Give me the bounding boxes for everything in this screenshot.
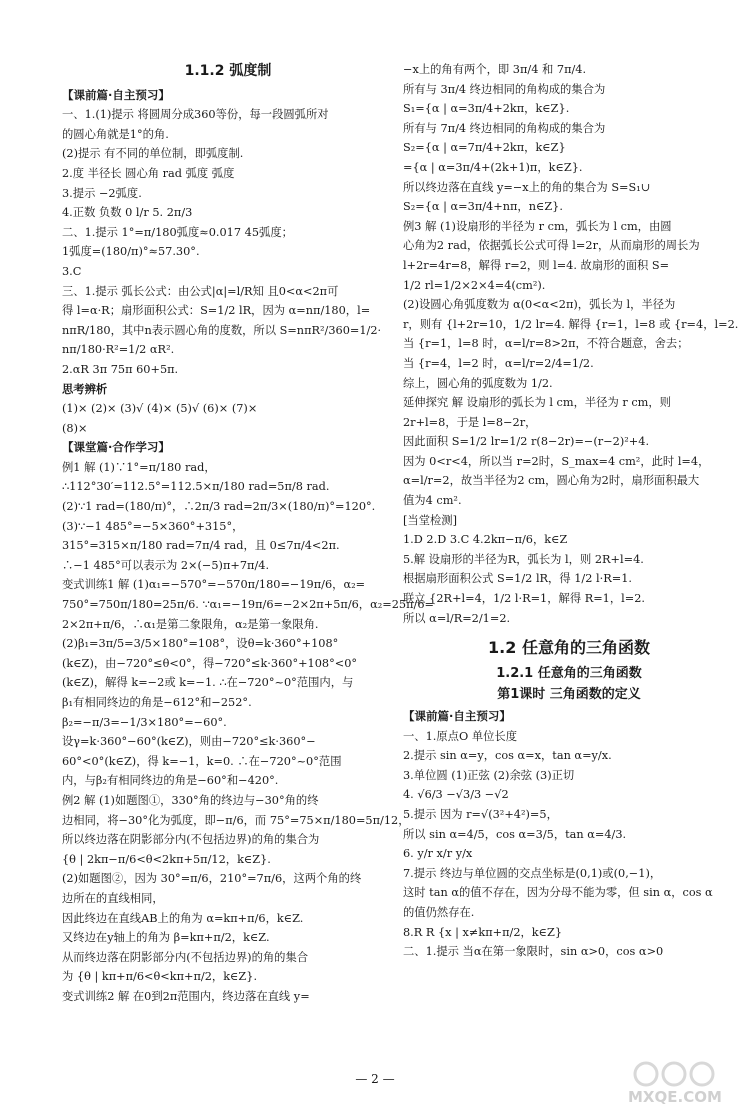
left-line: 例1 解 (1)∵1°=π/180 rad， <box>62 460 216 474</box>
left-line: 2×2π+π/6，∴α₁是第二象限角，α₂是第一象限角. <box>62 617 319 631</box>
right-b-line: 7.提示 终边与单位圆的交点坐标是(0,1)或(0,−1)， <box>403 866 662 880</box>
left-line: 三、1.提示 弧长公式：由公式|α|=l/R知 且0<α<2π可 <box>62 284 339 298</box>
right-a-line: 1/2 rl=1/2×2×4=4(cm²). <box>403 278 546 292</box>
right-a-line: 因此面积 S=1/2 lr=1/2 r(8−2r)=−(r−2)²+4. <box>403 435 650 449</box>
right-b-line: 二、1.提示 当α在第一象限时，sin α>0，cos α>0 <box>403 945 664 959</box>
right-a-line: S₂={α | α=7π/4+2kπ，k∈Z} <box>403 141 566 155</box>
left-line: {θ | 2kπ−π/6<θ<2kπ+5π/12，k∈Z}. <box>62 852 271 866</box>
section-title-trig: 1.2 任意角的三角函数 <box>488 638 650 658</box>
left-line: 例2 解 (1)如题图①，330°角的终边与−30°角的终 <box>62 793 319 807</box>
right-a-line: −x上的角有两个，即 3π/4 和 7π/4. <box>403 63 587 76</box>
left-line: 【课堂篇·合作学习】 <box>62 440 170 455</box>
right-lines-b <box>403 707 735 962</box>
left-line: 内，与β₂有相同终边的角是−60°和−420°. <box>62 774 279 788</box>
right-a-line: 例3 解 (1)设扇形的半径为 r cm，弧长为 l cm，由圆 <box>403 219 672 233</box>
right-a-line: 因为 0<r<4，所以当 r=2时，S_max=4 cm²，此时 l=4， <box>403 454 710 468</box>
left-line: 2.度 半径长 圆心角 rad 弧度 弧度 <box>62 166 235 180</box>
right-a-line: 5.解 设扇形的半径为R，弧长为 l，则 2R+l=4. <box>403 552 644 566</box>
svg-text:MXQE.COM: MXQE.COM <box>628 1088 722 1106</box>
right-a-line: 根据扇形面积公式 S=1/2 lR，得 1/2 l·R=1. <box>403 572 632 586</box>
right-a-line: S₁={α | α=3π/4+2kπ，k∈Z}. <box>403 102 570 116</box>
left-line: 二、1.提示 1°=π/180弧度≈0.017 45弧度； <box>62 225 293 239</box>
right-b-line: 【课前篇·自主预习】 <box>403 709 511 723</box>
right-a-line: α=l/r=2，故当半径为2 cm，圆心角为2时，扇形面积最大 <box>403 474 700 488</box>
left-line: 从而终边落在阴影部分内(不包括边界)的角的集合 <box>62 950 309 964</box>
left-line: 315°=315×π/180 rad=7π/4 rad，且 0≤7π/4<2π. <box>62 539 340 553</box>
left-line: 2.αR 3π 75π 60+5π. <box>62 362 179 376</box>
left-line: 变式训练2 解 在0到2π范围内，终边落在直线 y= <box>62 989 310 1003</box>
right-a-line: (2)设圆心角弧度数为 α(0<α<2π)，弧长为 l，半径为 <box>403 298 676 312</box>
right-b-line: 的值仍然存在. <box>403 905 475 919</box>
left-line: 4.正数 负数 0 l/r 5. 2π/3 <box>62 206 193 220</box>
right-b-line: 4. √6/3 −√3/3 −√2 <box>403 788 509 802</box>
right-a-line: 所以 α=l/R=2/1=2. <box>403 611 511 625</box>
left-line: 为 {θ | kπ+π/6<θ<kπ+π/2，k∈Z}. <box>62 970 258 984</box>
right-a-line: 心角为2 rad，依据弧长公式可得 l=2r，从而扇形的周长为 <box>403 239 700 253</box>
right-b-line: 一、1.原点O 单位长度 <box>403 729 518 743</box>
left-line: 3.提示 −2弧度. <box>62 186 142 200</box>
right-a-line: 2r+l=8，于是 l=8−2r， <box>403 415 537 429</box>
left-line: 又终边在y轴上的角为 β=kπ+π/2，k∈Z. <box>62 931 270 945</box>
right-lines-a <box>403 60 739 628</box>
left-line: β₁有相同终边的角是−612°和−252°. <box>62 696 252 709</box>
left-line: 1弧度=(180/π)°≈57.30°. <box>62 245 200 259</box>
subsection-title: 1.2.1 任意角的三角函数 <box>496 665 642 681</box>
right-a-line: 所有与 7π/4 终边相同的角构成的集合为 <box>403 121 606 135</box>
right-a-line: 1.D 2.D 3.C 4.2kπ−π/6，k∈Z <box>403 533 568 547</box>
right-a-line: 所有与 3π/4 终边相同的角构成的集合为 <box>403 82 606 96</box>
left-line: (8)× <box>62 421 88 435</box>
left-line: 【课前篇·自主预习】 <box>62 87 170 102</box>
left-line: nπR/180，其中n表示圆心角的度数，所以 S=nπR²/360=1/2· <box>62 323 382 337</box>
right-b-line: 6. y/r x/r y/x <box>403 847 473 861</box>
left-line: (2)如题图②，因为 30°=π/6，210°=7π/6，这两个角的终 <box>62 872 362 886</box>
left-line: 3.C <box>62 264 82 278</box>
right-column <box>403 60 739 962</box>
left-line: 60°<0°(k∈Z)，得 k=−1，k=0. ∴在−720°~0°范围 <box>62 754 342 768</box>
right-a-line: 所以终边落在直线 y=−x上的角的集合为 S=S₁∪ <box>403 180 651 194</box>
right-b-line: 5.提示 因为 r=√(3²+4²)=5， <box>403 807 558 821</box>
left-line: 边相同，将−30°化为弧度，即−π/6，而 75°=75×π/180=5π/12， <box>62 813 410 827</box>
right-a-line: r，则有 {l+2r=10，1/2 lr=4. 解得 {r=1，l=8 或 {r=4，l=2. <box>403 317 739 331</box>
right-a-line: 联立 {2R+l=4，1/2 l·R=1，解得 R=1，l=2. <box>403 592 646 606</box>
right-a-line: ={α | α=3π/4+(2k+1)π，k∈Z}. <box>403 160 583 174</box>
left-line: 得 l=α·R；扇形面积公式：S=1/2 lR，因为 α=nπ/180，l= <box>62 304 371 318</box>
left-line: nπ/180·R²=1/2 αR². <box>62 343 175 357</box>
left-line: β₂=−π/3=−1/3×180°=−60°. <box>62 715 227 729</box>
left-line: (2)β₁=3π/5=3/5×180°=108°，设θ=k·360°+108° <box>62 637 339 651</box>
right-a-line: 延伸探究 解 设扇形的弧长为 l cm，半径为 r cm，则 <box>403 396 671 410</box>
right-b-line: 2.提示 sin α=y，cos α=x，tan α=y/x. <box>403 749 612 763</box>
left-line: 思考辨析 <box>62 381 108 396</box>
left-line: ∴−1 485°可以表示为 2×(−5)π+7π/4. <box>62 558 270 572</box>
left-line: 一、1.(1)提示 将圆周分成360等份，每一段圆弧所对 <box>62 108 329 122</box>
page-number: — 2 — <box>355 1072 395 1086</box>
left-line: (2)提示 有不同的单位制，即弧度制. <box>62 147 244 161</box>
left-line: 边所在的直线相同， <box>62 891 164 905</box>
lesson-title: 第1课时 三角函数的定义 <box>497 687 641 703</box>
left-line: (3)∵−1 485°=−5×360°+315°， <box>62 519 244 533</box>
right-a-line: [当堂检测] <box>403 513 458 527</box>
left-line: (k∈Z)，由−720°≤θ<0°，得−720°≤k·360°+108°<0° <box>62 656 358 670</box>
watermark-logo <box>618 1056 740 1106</box>
left-line: 750°=750π/180=25π/6. ∵α₁=−19π/6=−2×2π+5π/6，α₂=25π/6= <box>62 598 434 612</box>
left-line: ∴112°30′=112.5°=112.5×π/180 rad=5π/8 rad. <box>62 480 330 494</box>
left-line: (k∈Z)，解得 k=−2或 k=−1. ∴在−720°~0°范围内，与 <box>62 676 354 690</box>
section-title-radian: 1.1.2 弧度制 <box>184 63 272 79</box>
right-a-line: 当 {r=4，l=2 时，α=l/r=2/4=1/2. <box>403 356 594 370</box>
right-a-line: 当 {r=1，l=8 时，α=l/r=8>2π，不符合题意，舍去； <box>403 337 689 351</box>
left-line: 因此终边在直线AB上的角为 α=kπ+π/6，k∈Z. <box>62 911 304 925</box>
right-a-line: 综上，圆心角的弧度数为 1/2. <box>403 376 553 390</box>
left-line: 变式训练1 解 (1)α₁=−570°=−570π/180=−19π/6，α₂= <box>62 578 366 592</box>
right-b-line: 8.R R {x | x≠kπ+π/2，k∈Z} <box>403 925 563 939</box>
right-a-line: l+2r=4r=8，解得 r=2，则 l=4. 故扇形的面积 S= <box>403 258 670 272</box>
right-a-line: 值为4 cm². <box>403 494 462 508</box>
left-line: 设γ=k·360°−60°(k∈Z)，则由−720°≤k·360°− <box>62 735 316 749</box>
right-b-line: 这时 tan α的值不存在，因为分母不能为零，但 sin α，cos α <box>403 886 713 900</box>
right-a-line: S₂={α | α=3π/4+nπ，n∈Z}. <box>403 200 563 214</box>
left-line: 所以终边落在阴影部分内(不包括边界)的角的集合为 <box>62 833 320 847</box>
right-b-line: 3.单位圆 (1)正弦 (2)余弦 (3)正切 <box>403 768 575 782</box>
left-line: (1)× (2)× (3)√ (4)× (5)√ (6)× (7)× <box>62 402 258 416</box>
left-line: (2)∵1 rad=(180/π)°，∴2π/3 rad=2π/3×(180/π)°=120°. <box>62 500 376 514</box>
left-line: 的圆心角就是1°的角. <box>62 127 169 141</box>
right-b-line: 所以 sin α=4/5，cos α=3/5，tan α=4/3. <box>403 827 627 841</box>
